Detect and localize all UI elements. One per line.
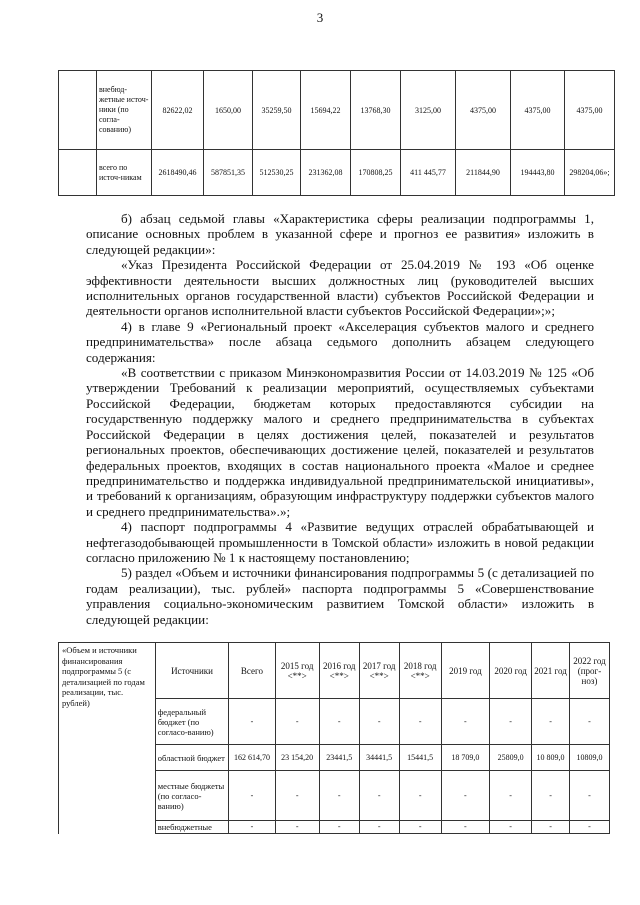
- paragraph: 4) паспорт подпрограммы 4 «Развитие ведущих отраслей обрабатывающей и нефтегазодобывающей промышленности в Томской области» изложить в новой редакции согласно приложению № 1 к настоящему постановлению;: [86, 519, 594, 565]
- column-header: 2020 год: [490, 643, 532, 699]
- funding-table-top: [58, 70, 615, 196]
- table-cell: 4375,00: [565, 71, 615, 150]
- table-cell: -: [399, 771, 441, 821]
- table-cell: 10809,0: [569, 745, 609, 771]
- table-cell: -: [490, 821, 532, 834]
- table-cell: -: [319, 821, 359, 834]
- source-label: местные бюджеты (по согласо-ванию): [155, 771, 229, 821]
- section-title-cell: «Объем и источники финансирования подпрограммы 5 (с детализацией по годам реализации, тыс. рублей): [59, 643, 156, 834]
- table-cell: 25809,0: [490, 745, 532, 771]
- table-cell: 18 709,0: [441, 745, 489, 771]
- table-cell: 411 445,77: [401, 150, 456, 196]
- table-cell: -: [532, 699, 570, 745]
- table-cell: -: [532, 821, 570, 834]
- table-cell: 35259,50: [253, 71, 301, 150]
- table-cell: 23 154,20: [275, 745, 319, 771]
- page-number: 3: [316, 10, 324, 25]
- table-cell: -: [275, 821, 319, 834]
- paragraph: 4) в главе 9 «Региональный проект «Акселерация субъектов малого и среднего предпринимательства» после абзаца седьмого дополнить абзацем следующего содержания:: [86, 318, 594, 365]
- table-cell: 82622,02: [152, 71, 204, 150]
- table-cell: 162 614,70: [229, 745, 275, 771]
- table-cell: -: [229, 821, 275, 834]
- table-cell: -: [490, 699, 532, 745]
- table-cell: 170808,25: [351, 150, 401, 196]
- table-cell: 211844,90: [456, 150, 511, 196]
- funding-table-subprogram-5: [58, 642, 610, 834]
- table-cell: 4375,00: [511, 71, 565, 150]
- column-header: 2022 год (прог-ноз): [569, 643, 609, 699]
- table-cell: 15694,22: [301, 71, 351, 150]
- table-cell: 3125,00: [401, 71, 456, 150]
- table-cell: -: [275, 771, 319, 821]
- column-header: 2019 год: [441, 643, 489, 699]
- table-cell: -: [441, 771, 489, 821]
- table-cell: -: [441, 699, 489, 745]
- table-cell: -: [399, 821, 441, 834]
- table-cell: -: [359, 771, 399, 821]
- table-cell: -: [441, 821, 489, 834]
- table-cell: 4375,00: [456, 71, 511, 150]
- column-header: 2015 год <**>: [275, 643, 319, 699]
- column-header: Всего: [229, 643, 275, 699]
- table-cell: -: [275, 699, 319, 745]
- table-cell: 231362,08: [301, 150, 351, 196]
- column-header: Источники: [155, 643, 229, 699]
- table-row: [59, 150, 615, 196]
- table-row: [59, 71, 615, 150]
- source-label: внебюджетные: [155, 821, 229, 834]
- document-body: [86, 211, 594, 627]
- table-cell: -: [532, 771, 570, 821]
- table-cell: 10 809,0: [532, 745, 570, 771]
- table-cell: -: [229, 699, 275, 745]
- table-header-row: [59, 643, 610, 699]
- table-cell: -: [569, 771, 609, 821]
- table-cell: -: [359, 699, 399, 745]
- table-cell: -: [319, 699, 359, 745]
- table-cell: -: [229, 771, 275, 821]
- column-header: 2016 год <**>: [319, 643, 359, 699]
- table-cell-empty: [59, 150, 97, 196]
- table-cell: 2618490,46: [152, 150, 204, 196]
- table-cell: -: [399, 699, 441, 745]
- table-cell: 1650,00: [204, 71, 253, 150]
- paragraph: б) абзац седьмой главы «Характеристика сферы реализации подпрограммы 1, описание основных проблем в указанной сфере и прогноз ее развития» изложить в следующей редакции»:: [86, 211, 594, 257]
- table-cell: 13768,30: [351, 71, 401, 150]
- column-header: 2017 год <**>: [359, 643, 399, 699]
- table-cell: -: [359, 821, 399, 834]
- table-cell: 34441,5: [359, 745, 399, 771]
- source-label: областной бюджет: [155, 745, 229, 771]
- column-header: 2021 год: [532, 643, 570, 699]
- source-label: федеральный бюджет (по согласо-ванию): [155, 699, 229, 745]
- table-cell: 298204,06»;: [565, 150, 615, 196]
- column-header: 2018 год <**>: [399, 643, 441, 699]
- table-cell: -: [569, 699, 609, 745]
- table-cell: 23441,5: [319, 745, 359, 771]
- table-cell-empty: [59, 71, 97, 150]
- paragraph: 5) раздел «Объем и источники финансирования подпрограммы 5 (с детализацией по годам реализации), тыс. рублей» паспорта подпрограммы 5 «Совершенствование управления социально-экономическим развитием Томской области» изложить в следующей редакции:: [86, 565, 594, 627]
- table-cell: 587851,35: [204, 150, 253, 196]
- table-cell: 15441,5: [399, 745, 441, 771]
- table-cell: -: [490, 771, 532, 821]
- row-label: всего по источ-никам: [97, 150, 152, 196]
- row-label: внебюд-жетные источ-ники (по согла-сованию): [97, 71, 152, 150]
- table-cell: 194443,80: [511, 150, 565, 196]
- paragraph: «В соответствии с приказом Минэкономразвития России от 14.03.2019 № 125 «Об утверждении Требований к реализации мероприятий, осуществляемых субъектами Российской Федерации, бюджетам которых предоставляются субсидии на государственную поддержку малого и среднего предпринимательства в субъектах Российской Федерации в целях достижения целей, показателей и результатов региональных проектов, обеспечивающих достижение целей, показателей и результатов федеральных проектов, входящих в состав национального проекта «Малое и среднее предпринимательство и поддержка индивидуальной предпринимательской инициативы», и требований к организациям, образующим инфраструктуру поддержки субъектов малого и среднего предпринимательства».»;: [86, 365, 594, 519]
- table-cell: -: [569, 821, 609, 834]
- table-cell: -: [319, 771, 359, 821]
- paragraph: «Указ Президента Российской Федерации от 25.04.2019 № 193 «Об оценке эффективности деятельности высших должностных лиц (руководителей высших исполнительных органов государственной власти) субъектов Российской Федерации и деятельности органов исполнительной власти субъектов Российской Федерации»;»;: [86, 257, 594, 319]
- table-cell: 512530,25: [253, 150, 301, 196]
